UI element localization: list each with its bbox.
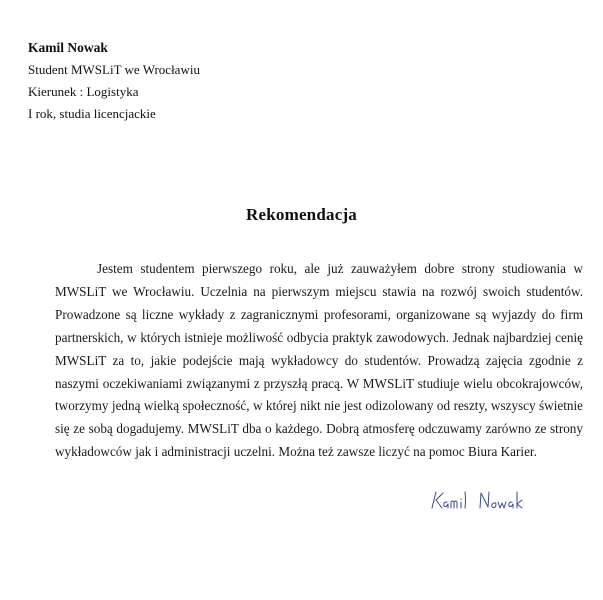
handwritten-signature xyxy=(428,486,548,516)
author-header xyxy=(28,37,200,125)
author-year: I rok, studia licencjackie xyxy=(28,106,156,121)
recommendation-body: Jestem studentem pierwszego roku, ale już zauważyłem dobre strony studiowania w MWSLiT we Wrocławiu. Uczelnia na pierwszym miejscu stawia na rozwój swoich studentów. Prowadzone są liczne wykłady z zagranicznymi profesorami, organizowane są wyjazdy do firm partnerskich, w których istnieje możliwość odbycia praktyk zawodowych. Jednak najbardziej cenię MWSLiT za to, jakie podejście mają wykładowcy do studentów. Prowadzą zajęcia zgodnie z naszymi oczekiwaniami związanymi z przyszłą pracą. W MWSLiT studiuje wielu obcokrajowców, tworzymy jedną wielką społeczność, w której nikt nie jest odizolowany od reszty, wszyscy świetnie się ze sobą dogadujemy. MWSLiT dba o każdego. Dobrą atmosferę odczuwamy zarówno ze strony wykładowców jak i administracji uczelni. Można też zawsze liczyć na pomoc Biura Karier. xyxy=(55,261,583,460)
author-major: Kierunek : Logistyka xyxy=(28,84,139,99)
author-school: Student MWSLiT we Wrocławiu xyxy=(28,62,200,77)
signature-graphic xyxy=(428,486,548,516)
author-name: Kamil Nowak xyxy=(28,40,108,55)
document-title: Rekomendacja xyxy=(246,205,357,224)
